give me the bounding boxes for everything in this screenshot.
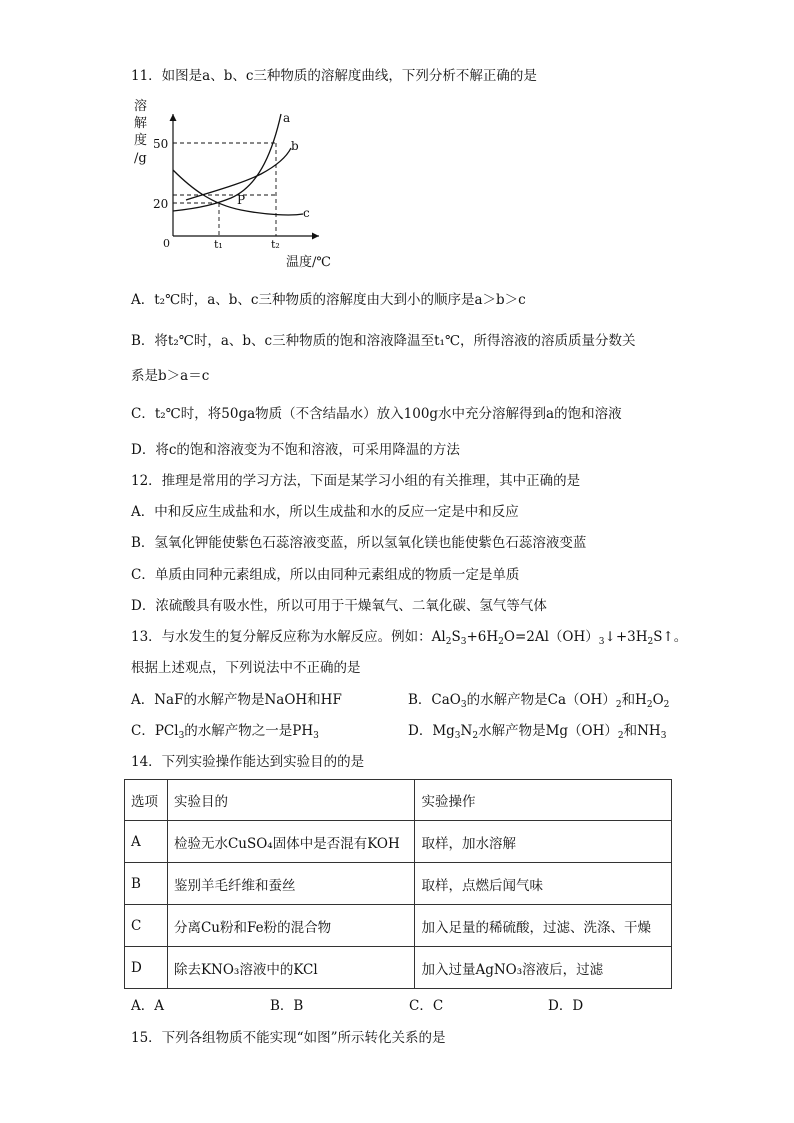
q12-option-b: B．氢氧化钾能使紫色石蕊溶液变蓝，所以氢氧化镁也能使紫色石蕊溶液变蓝 xyxy=(131,535,587,551)
header-option: 选项 xyxy=(125,780,168,821)
graph-label-b: b xyxy=(291,139,299,153)
q14-choice-b: B．B xyxy=(270,998,304,1014)
q13-option-c: C．PCl$_3$的水解产物之一是$PH_3$ xyxy=(131,723,319,741)
q14-choice-c: C．C xyxy=(409,998,444,1014)
q13-option-d: D．$Mg_3N_2$水解产物是$Mg(OH)_2$和$NH_3$ xyxy=(408,723,667,741)
row-option: B xyxy=(125,863,168,905)
q11-option-b-line1: B．将t₂℃时，a、b、c三种物质的饱和溶液降温至t₁℃，所得溶液的溶质质量分数关 xyxy=(131,333,636,349)
graph-t2: t₂ xyxy=(271,238,280,251)
q14-choice-d: D．D xyxy=(548,998,584,1014)
row-option: C xyxy=(125,905,168,947)
graph-label-a: a xyxy=(283,111,291,125)
graph-origin: 0 xyxy=(163,237,170,250)
q12-option-a: A．中和反应生成盐和水，所以生成盐和水的反应一定是中和反应 xyxy=(131,504,519,520)
row-goal: 鉴别羊毛纤维和蚕丝 xyxy=(167,863,415,905)
graph-ylabel-4: /g xyxy=(134,151,147,166)
row-goal: 分离Cu粉和Fe粉的混合物 xyxy=(167,905,415,947)
q13-option-b: B．CaO$_3$的水解产物是$Ca(OH)_2$和$H_2O_2$ xyxy=(408,692,670,710)
row-operation: 取样，加水溶解 xyxy=(415,821,672,863)
graph-t1: t₁ xyxy=(214,238,223,251)
header-operation: 实验操作 xyxy=(415,780,672,821)
graph-point-p: P xyxy=(237,193,246,207)
q11-option-d: D．将c的饱和溶液变为不饱和溶液，可采用降温的方法 xyxy=(131,442,460,458)
q15-stem: 15．下列各组物质不能实现“如图”所示转化关系的是 xyxy=(131,1030,446,1046)
q14-stem: 14．下列实验操作能达到实验目的的是 xyxy=(131,754,365,770)
row-option: A xyxy=(125,821,168,863)
table-row xyxy=(125,863,672,905)
q11-option-b-line2: 系是b＞a＝c xyxy=(131,368,210,384)
q11-option-c: C．t₂℃时，将50ga物质（不含结晶水）放入100g水中充分溶解得到a的饱和溶液 xyxy=(131,406,622,422)
q13-stem-line2: 根据上述观点，下列说法中不正确的是 xyxy=(131,660,361,676)
graph-y20: 20 xyxy=(153,197,169,211)
table-row xyxy=(125,905,672,947)
curve-a xyxy=(173,114,281,211)
header-goal: 实验目的 xyxy=(167,780,415,821)
row-operation: 加入过量AgNO₃溶液后，过滤 xyxy=(415,947,672,989)
row-goal: 除去KNO₃溶液中的KCl xyxy=(167,947,415,989)
q12-option-d: D．浓硫酸具有吸水性，所以可用于干燥氧气、二氧化碳、氢气等气体 xyxy=(131,598,547,614)
graph-ylabel-1: 溶 xyxy=(134,99,148,114)
row-operation: 加入足量的稀硫酸，过滤、洗涤、干燥 xyxy=(415,905,672,947)
graph-label-c: c xyxy=(303,206,310,220)
graph-ylabel-3: 度 xyxy=(134,133,148,148)
row-option: D xyxy=(125,947,168,989)
q12-stem: 12．推理是常用的学习方法，下面是某学习小组的有关推理，其中正确的是 xyxy=(131,473,581,489)
row-goal: 检验无水CuSO₄固体中是否混有KOH xyxy=(167,821,415,863)
q12-option-c: C．单质由同种元素组成，所以由同种元素组成的物质一定是单质 xyxy=(131,567,520,583)
q14-table xyxy=(124,779,672,989)
table-row xyxy=(125,821,672,863)
q13-option-a: A．NaF的水解产物是NaOH和HF xyxy=(131,692,342,708)
q13-stem: 13．与水发生的复分解反应称为水解反应。例如：$Al_2S_3+6H_2O=2Al(OH)_3↓+3H_2S↑$。 xyxy=(131,629,688,647)
row-operation: 取样，点燃后闻气味 xyxy=(415,863,672,905)
q11-option-a: A．t₂℃时，a、b、c三种物质的溶解度由大到小的顺序是a＞b＞c xyxy=(131,292,526,308)
table-row xyxy=(125,947,672,989)
q11-stem: 11．如图是a、b、c三种物质的溶解度曲线，下列分析不解正确的是 xyxy=(131,68,537,84)
table-header-row xyxy=(125,780,672,821)
graph-xlabel: 温度/℃ xyxy=(286,255,331,270)
solubility-graph xyxy=(131,96,341,276)
graph-y50: 50 xyxy=(153,137,169,151)
graph-ylabel-2: 解 xyxy=(134,116,148,131)
q14-choice-a: A．A xyxy=(131,998,164,1014)
